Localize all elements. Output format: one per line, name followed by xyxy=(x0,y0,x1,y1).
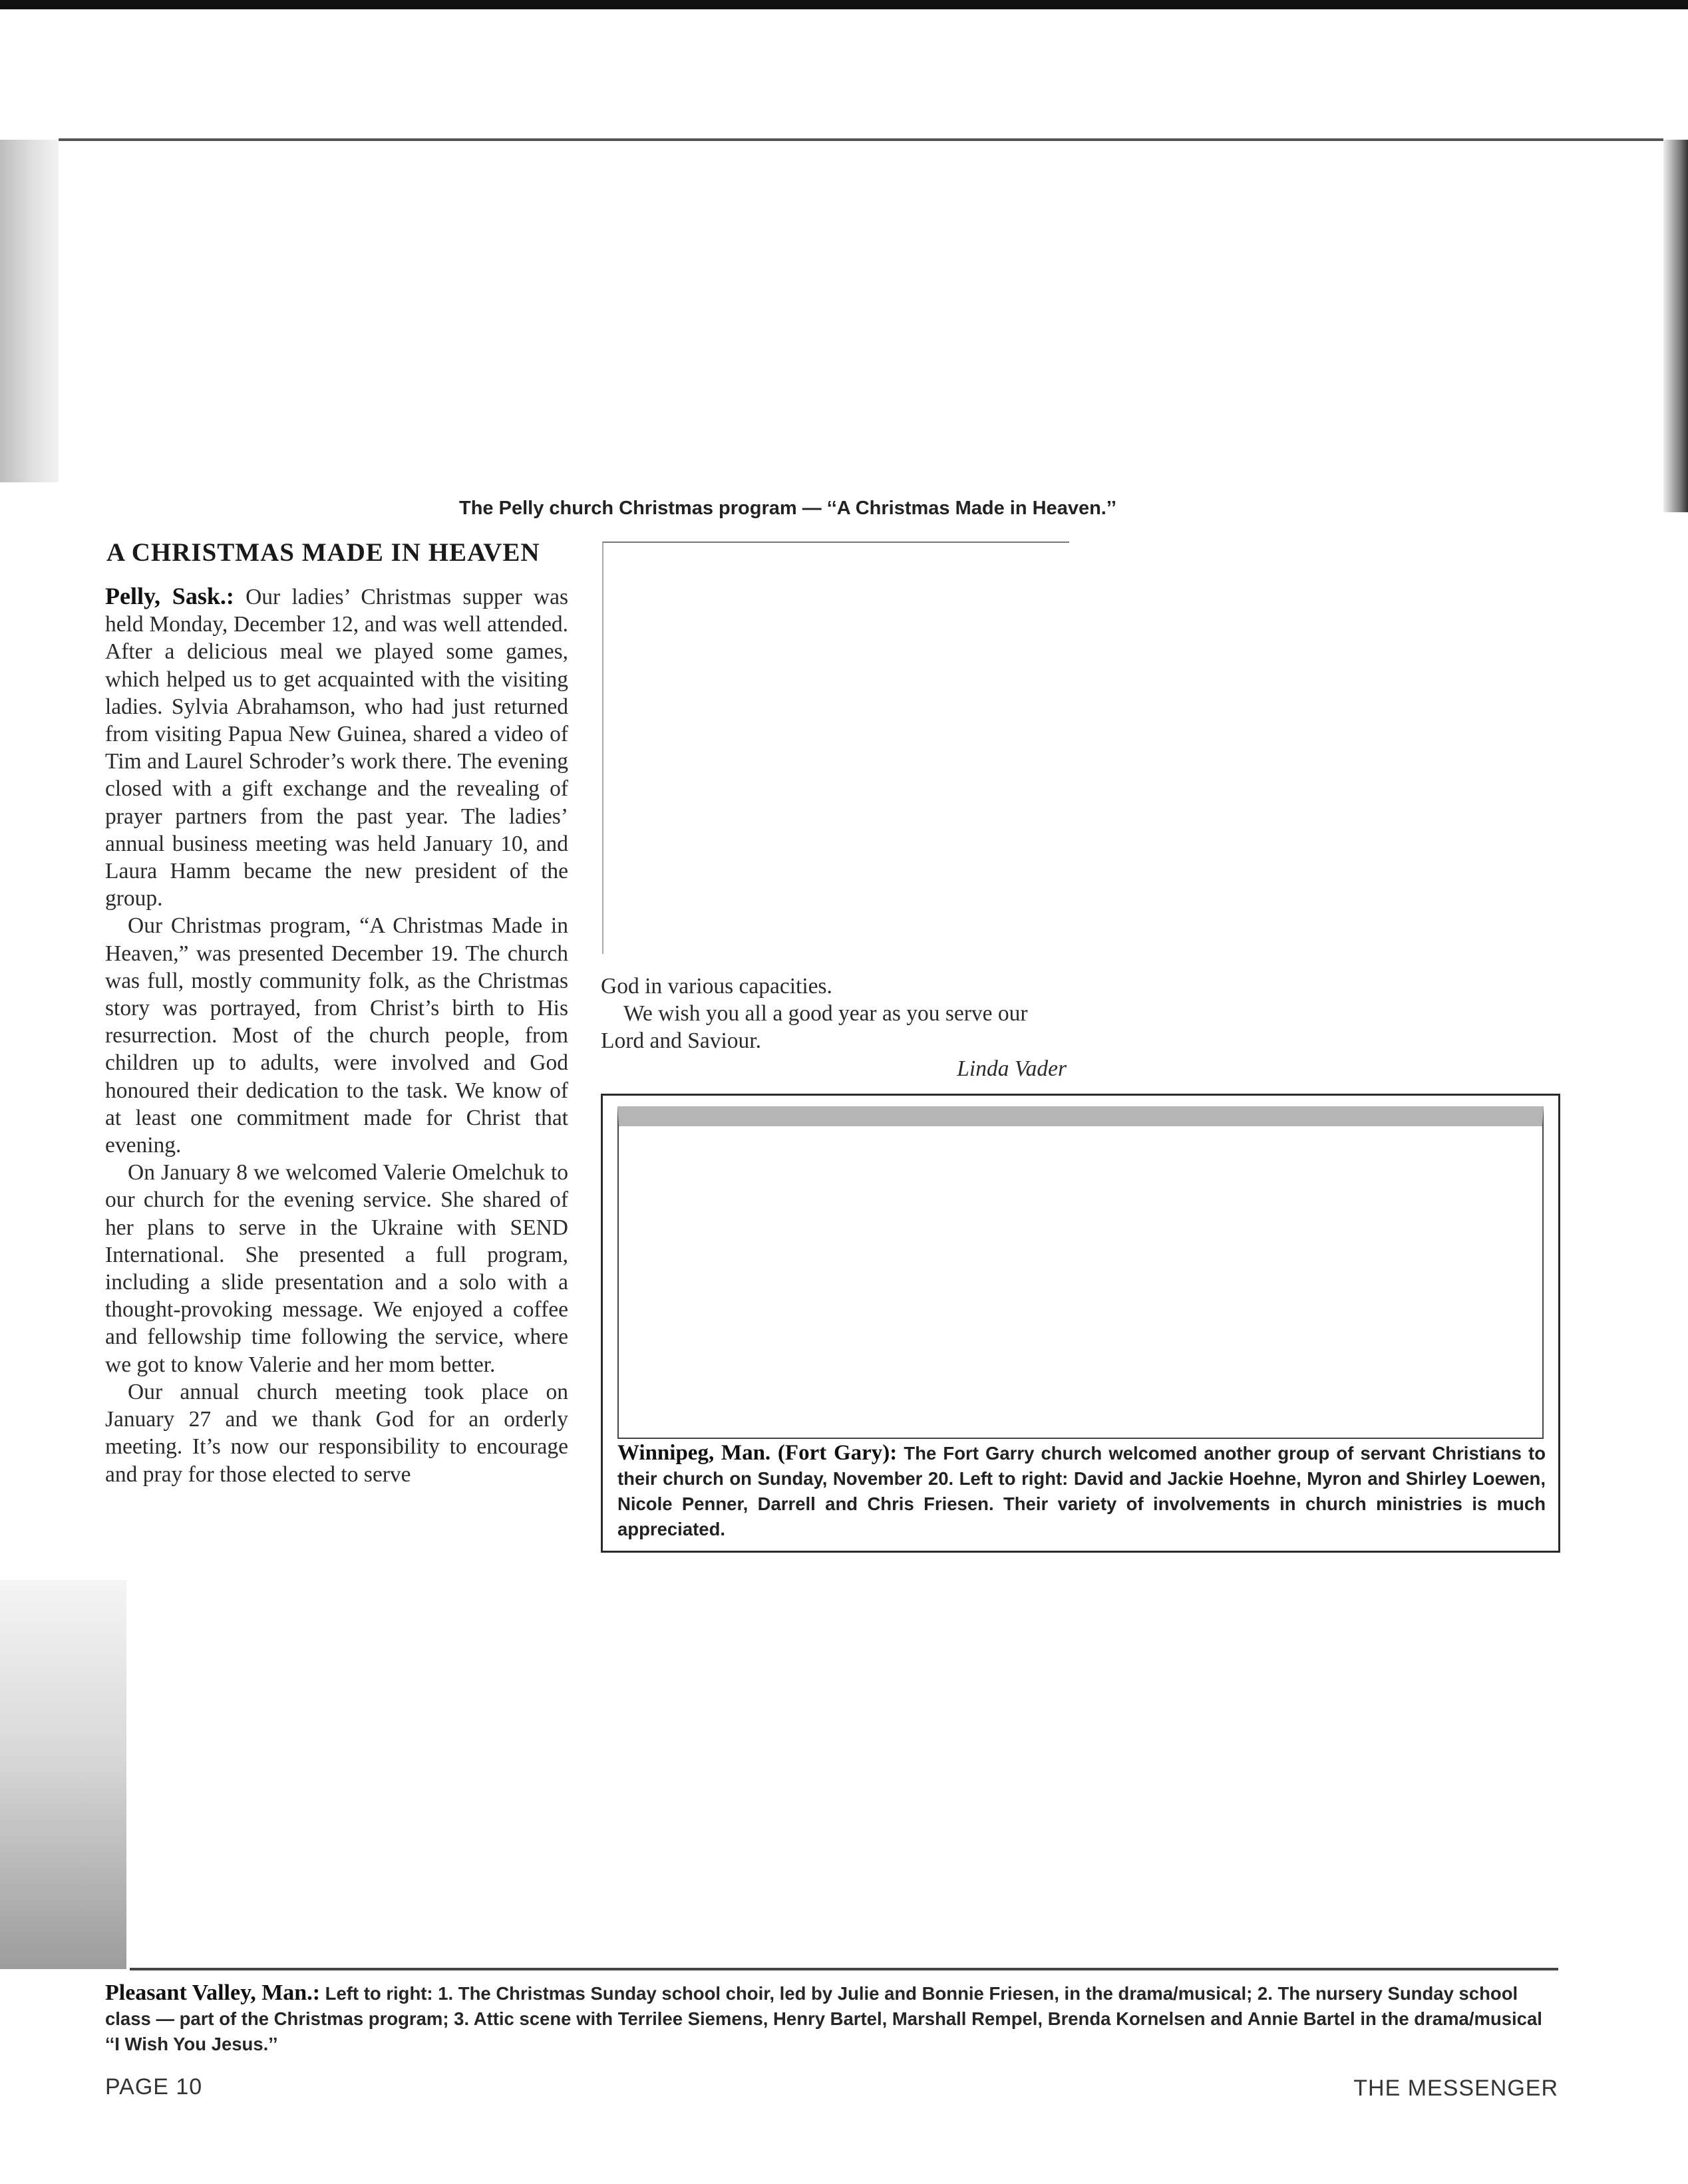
top-scan-border xyxy=(0,0,1688,9)
article-signature: Linda Vader xyxy=(957,1056,1067,1081)
top-photo-rule xyxy=(59,138,1663,141)
pleasant-valley-lead-place: Pleasant Valley, Man.: xyxy=(105,1980,321,2005)
fort-garry-caption: Winnipeg, Man. (Fort Gary): The Fort Garry church welcomed another group of servant Christians to their church on Sunday, November 20. Left to right: David and Jackie Hoehne, Myron and Shirley Loewen, Nicole Penner, Darrell and Chris Friesen. Their variety of involvements in church ministries is much appreciated. xyxy=(617,1441,1546,1539)
fort-garry-box xyxy=(601,1094,1560,1553)
publication-name: THE MESSENGER xyxy=(1353,2076,1558,2101)
article-paragraph-1: Pelly, Sask.: Our ladies’ Christmas supper was held Monday, December 12, and was well attended. After a delicious meal we played some games, which helped us to get acquainted with the visiting ladies. Sylvia Abrahamson, who had just returned from visiting Papua New Guinea, shared a video of Tim and Laurel Schroder’s work there. The evening closed with a gift exchange and the revealing of prayer partners from the past year. The ladies’ annual business meeting was held January 10, and Laura Hamm became the new president of the group. xyxy=(105,583,569,911)
article-continued-column xyxy=(601,973,1067,1082)
article-paragraph-4: Our annual church meeting took place on January 27 and we thank God for an orderly meeting. It’s now our responsibility to encourage and pray for those elected to serve xyxy=(105,1379,568,1487)
pelly-photo-caption: The Pelly church Christmas program — ‘‘A Christmas Made in Heaven.’’ xyxy=(459,498,1116,519)
right-photo-remnant xyxy=(1663,140,1688,512)
article-paragraph-3: On January 8 we welcomed Valerie Omelchuk to our church for the evening service. She shared of her plans to serve in the Ukraine with SEND International. She presented a full program, including a slide presentation and a solo with a thought-provoking message. We enjoyed a coffee and fellowship time following the service, where we got to know Valerie and her mom better. xyxy=(105,1160,568,1377)
fort-garry-lead-place: Winnipeg, Man. (Fort Gary): xyxy=(617,1441,898,1465)
article-lead-place: Pelly, Sask.: xyxy=(105,583,234,609)
pelly-photo-frame xyxy=(602,542,1069,954)
pleasant-valley-caption: Pleasant Valley, Man.: Left to right: 1. The Christmas Sunday school choir, led by Julie and Bonnie Friesen, in the drama/musical; 2. The nursery Sunday school class — part of the Christmas program; 3. Attic scene with Terrilee Siemens, Henry Bartel, Marshall Rempel, Brenda Kornelsen and Annie Bartel in the drama/musical ‘‘I Wish You Jesus.’’ xyxy=(105,1980,1542,2054)
bottom-photo-rule xyxy=(130,1968,1558,1970)
article-paragraph-5: We wish you all a good year as you serve our Lord and Saviour. xyxy=(601,1001,1028,1054)
article-headline: A CHRISTMAS MADE IN HEAVEN xyxy=(106,538,540,567)
page-number: PAGE 10 xyxy=(105,2074,203,2100)
left-photo-remnant-top xyxy=(0,140,59,482)
article-left-column xyxy=(105,583,568,1488)
fort-garry-photo xyxy=(617,1106,1544,1439)
article-paragraph-2: Our Christmas program, “A Christmas Made in Heaven,” was presented December 19. The church was full, mostly community folk, as the Christmas story was portrayed, from Christ’s birth to His resurrection. Most of the church people, from children up to adults, were involved and God honoured their dedication to the task. We know of at least one commitment made for Christ that evening. xyxy=(105,913,568,1158)
left-photo-remnant-bottom xyxy=(0,1580,126,1969)
article-continued-text: God in various capacities. xyxy=(601,974,832,999)
